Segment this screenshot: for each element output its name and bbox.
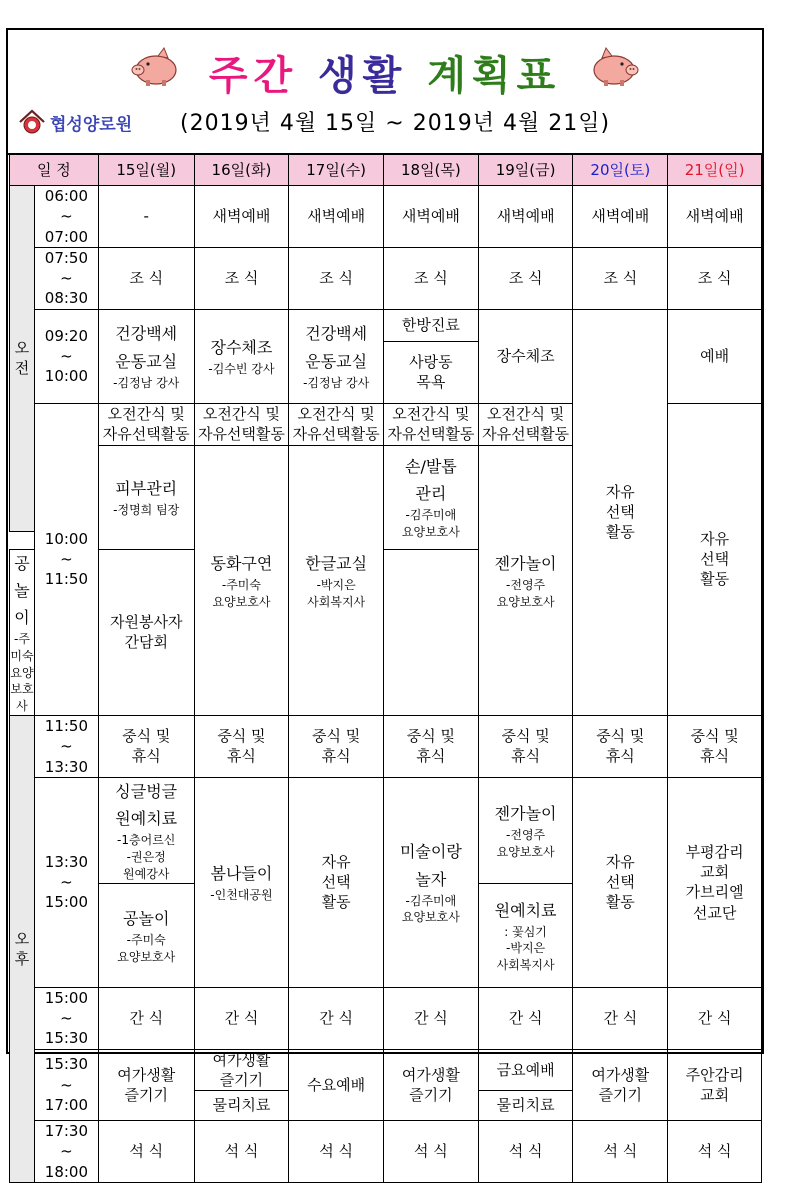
cell-thu: 손/발톱 관리 -김주미애 요양보호사 — [384, 445, 479, 549]
title-part-1: 주간 — [208, 53, 299, 99]
cell-fri: 오전간식 및 자유선택활동 — [478, 403, 573, 445]
column-header-sun: 21일(일) — [668, 155, 762, 186]
sheet-header — [8, 30, 762, 155]
cell-wed: 건강백세 운동교실 -김정남 강사 — [289, 309, 384, 403]
cell-sun: 중식 및 휴식 — [668, 716, 762, 778]
cell-mon: 피부관리 -정명희 팀장 — [98, 445, 194, 549]
cell-tue: 중식 및 휴식 — [194, 716, 289, 778]
cell-fri: 젠가놀이 -전영주 요양보호사 — [478, 777, 573, 883]
cell-tue: 동화구연 -주미숙 요양보호사 — [194, 445, 289, 716]
cell-mon: 여가생활 즐기기 — [98, 1049, 194, 1121]
column-header-tue: 16일(화) — [194, 155, 289, 186]
time-slot: 11:50 ~ 13:30 — [34, 716, 98, 778]
time-slot: 15:00 ~ 15:30 — [34, 987, 98, 1049]
pig-icon — [590, 44, 642, 88]
table-row — [10, 987, 762, 1049]
cell-mon: 공놀이 -주미숙 요양보호사 — [10, 549, 35, 716]
cell-tue: 여가생활 즐기기 — [194, 1049, 289, 1091]
column-header-fri: 19일(금) — [478, 155, 573, 186]
cell-thu: 오전간식 및 자유선택활동 — [384, 403, 479, 445]
cell-mon: 간 식 — [98, 987, 194, 1049]
cell-mon: 중식 및 휴식 — [98, 716, 194, 778]
cell-fri: 새벽예배 — [478, 186, 573, 248]
cell-wed: 조 식 — [289, 247, 384, 309]
cell-thu: 조 식 — [384, 247, 479, 309]
column-header-mon: 15일(월) — [98, 155, 194, 186]
table-row — [10, 186, 762, 248]
cell-mon: - — [98, 186, 194, 248]
cell-thu: 사랑동 목욕 — [384, 341, 479, 403]
cell-sun: 조 식 — [668, 247, 762, 309]
cell-tue: 새벽예배 — [194, 186, 289, 248]
cell-sun: 간 식 — [668, 987, 762, 1049]
table-row — [10, 716, 762, 778]
cell-thu: 여가생활 즐기기 — [384, 1049, 479, 1121]
cell-mon: 싱글벙글 원예치료 -1층어르신 -권은정 원예강사 — [98, 777, 194, 883]
cell-fri: 간 식 — [478, 987, 573, 1049]
cell-thu: 새벽예배 — [384, 186, 479, 248]
time-slot: 10:00 ~ 11:50 — [34, 403, 98, 716]
cell-tue: 석 식 — [194, 1121, 289, 1183]
org-logo — [18, 108, 132, 136]
column-header-schedule: 일 정 — [10, 155, 99, 186]
cell-fri: 석 식 — [478, 1121, 573, 1183]
table-row — [10, 777, 762, 883]
cell-tue: 봄나들이 -인천대공원 — [194, 777, 289, 987]
cell-sun: 예배 — [668, 309, 762, 403]
am-label: 오 전 — [10, 186, 35, 532]
cell-thu: 중식 및 휴식 — [384, 716, 479, 778]
cell-mon: 공놀이 -주미숙 요양보호사 — [98, 883, 194, 987]
table-row — [10, 247, 762, 309]
cell-mon: 건강백세 운동교실 -김정남 강사 — [98, 309, 194, 403]
cell-tue: 장수체조 -김수빈 강사 — [194, 309, 289, 403]
cell-sun: 부평감리 교회 가브리엘 선교단 — [668, 777, 762, 987]
pm-label: 오 후 — [10, 716, 35, 1183]
cell-thu: 자원봉사자 간담회 — [98, 549, 194, 716]
cell-fri: 중식 및 휴식 — [478, 716, 573, 778]
house-logo-icon — [18, 109, 46, 135]
cell-wed: 새벽예배 — [289, 186, 384, 248]
table-row — [10, 1049, 762, 1091]
cell-fri: 원예치료 : 꽃심기 -박지은 사회복지사 — [478, 883, 573, 987]
time-slot: 09:20 ~ 10:00 — [34, 309, 98, 403]
cell-sat: 석 식 — [573, 1121, 668, 1183]
cell-tue: 조 식 — [194, 247, 289, 309]
cell-wed: 자유 선택 활동 — [289, 777, 384, 987]
org-name: 협성양로원 — [50, 114, 133, 135]
cell-fri: 금요예배 — [478, 1049, 573, 1091]
cell-wed: 수요예배 — [289, 1049, 384, 1121]
cell-wed: 오전간식 및 자유선택활동 — [289, 403, 384, 445]
cell-sat: 간 식 — [573, 987, 668, 1049]
schedule-sheet — [6, 28, 764, 1181]
cell-mon: 석 식 — [98, 1121, 194, 1183]
cell-sun: 석 식 — [668, 1121, 762, 1183]
time-slot: 13:30 ~ 15:00 — [34, 777, 98, 987]
cell-thu: 한방진료 — [384, 309, 479, 341]
cell-thu: 미술이랑 놀자 -김주미애 요양보호사 — [384, 777, 479, 987]
cell-sat: 조 식 — [573, 247, 668, 309]
column-header-wed: 17일(수) — [289, 155, 384, 186]
cell-sun: 자유 선택 활동 — [668, 403, 762, 716]
cell-fri: 장수체조 — [478, 309, 573, 403]
cell-fri: 젠가놀이 -전영주 요양보호사 — [478, 445, 573, 716]
cell-thu: 석 식 — [384, 1121, 479, 1183]
column-header-sat: 20일(토) — [573, 155, 668, 186]
cell-tue: 물리치료 — [194, 1091, 289, 1121]
cell-wed: 한글교실 -박지은 사회복지사 — [289, 445, 384, 716]
time-slot: 06:00 ~ 07:00 — [34, 186, 98, 248]
cell-mon: 조 식 — [98, 247, 194, 309]
cell-sat: 여가생활 즐기기 — [573, 1049, 668, 1121]
table-row — [10, 1121, 762, 1183]
table-row — [10, 309, 762, 341]
time-slot: 17:30 ~ 18:00 — [34, 1121, 98, 1183]
cell-sun: 새벽예배 — [668, 186, 762, 248]
cell-thu: 간 식 — [384, 987, 479, 1049]
schedule-period: (2019년 4월 15일 ~ 2019년 4월 21일) — [180, 111, 611, 136]
cell-fri: 물리치료 — [478, 1091, 573, 1121]
cell-wed: 간 식 — [289, 987, 384, 1049]
table-header-row — [10, 155, 762, 186]
cell-sat: 자유 선택 활동 — [573, 777, 668, 987]
cell-sun: 주안감리 교회 — [668, 1049, 762, 1121]
cell-sat: 중식 및 휴식 — [573, 716, 668, 778]
time-slot: 15:30 ~ 17:00 — [34, 1049, 98, 1121]
cell-sat: 자유 선택 활동 — [573, 309, 668, 716]
title-part-2: 생활 — [318, 53, 408, 99]
title-part-3: 계획표 — [427, 53, 562, 99]
column-header-thu: 18일(목) — [384, 155, 479, 186]
weekly-schedule-table — [9, 154, 762, 1183]
cell-tue: 간 식 — [194, 987, 289, 1049]
cell-sat: 새벽예배 — [573, 186, 668, 248]
cell-wed: 석 식 — [289, 1121, 384, 1183]
time-slot: 07:50 ~ 08:30 — [34, 247, 98, 309]
cell-tue: 오전간식 및 자유선택활동 — [194, 403, 289, 445]
cell-fri: 조 식 — [478, 247, 573, 309]
cell-wed: 중식 및 휴식 — [289, 716, 384, 778]
page-title — [8, 44, 762, 101]
cell-mon: 오전간식 및 자유선택활동 — [98, 403, 194, 445]
